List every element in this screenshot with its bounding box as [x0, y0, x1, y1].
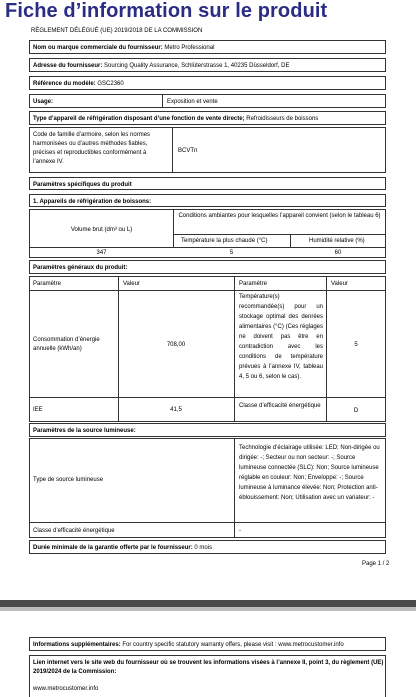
supplier-address-value: Sourcing Quality Assurance, Schlüterstrasse 1, 40235 Düsseldorf, DE — [104, 63, 290, 69]
general-params-table — [29, 276, 386, 422]
light-source-heading: Paramètres de la source lumineuse: — [33, 428, 136, 434]
iee-value: 41,5 — [170, 407, 182, 413]
light-source-heading-row — [29, 423, 386, 437]
page-number: Page 1 / 2 — [362, 561, 390, 567]
light-type-value: Technologie d’éclairage utilisée: LED; Non-dirigée ou dirigée: -; Secteur ou non secteur: -; Source lumineuse connectée (SLC): Non; Source lumineuse réglable en couleur: Non; Enveloppe: -; Source lumineuse à luminance élevée: Non; Protection anti-éblouissement: Non; Utilisation avec un variateur: - — [239, 445, 380, 501]
appliance-type-row — [29, 111, 386, 125]
supplier-name-label: Nom ou marque commerciale du fournisseur: — [33, 45, 163, 51]
col-value-header: Valeur — [123, 281, 140, 287]
page-separator — [0, 600, 416, 607]
supplier-address-label: Adresse du fournisseur: — [33, 63, 103, 69]
light-type-label: Type de source lumineuse — [33, 477, 104, 483]
supplier-link-label: Lien internet vers le site web du fournisseur où se trouvent les informations visées à l’annexe II, point 3, du règlement (UE) 2019/2024 de la Commission: — [33, 660, 384, 675]
col-param2-header: Paramètre — [239, 281, 268, 287]
regulation-subtitle: RÈGLEMENT DÉLÉGUÉ (UE) 2019/2018 DE LA COMMISSION — [31, 28, 203, 34]
extra-info-row — [29, 637, 386, 651]
supplier-link-row — [29, 655, 386, 697]
usage-row — [29, 94, 386, 108]
general-params-heading-row — [29, 260, 386, 274]
warranty-value: 0 mois — [194, 545, 213, 551]
page-separator-shadow — [0, 607, 416, 611]
extra-info-label: Informations supplémentaires: — [33, 642, 121, 648]
light-class-label: Classe d’efficacité énergétique — [33, 528, 115, 534]
temp-recommendation-value: 5 — [354, 342, 358, 348]
supplier-address-row — [29, 58, 386, 72]
volume-value: 347 — [96, 250, 107, 256]
page-title: Fiche d’information sur le produit — [5, 0, 328, 22]
energy-value: 708,00 — [166, 342, 186, 348]
col-value2-header: Valeur — [331, 281, 348, 287]
supplier-name-value: Metro Professional — [164, 45, 215, 51]
temp-header: Température la plus chaude (°C) — [181, 238, 268, 244]
energy-class-label: Classe d’efficacité énergétique — [239, 403, 321, 409]
family-code-value: BCVTn — [178, 148, 198, 154]
model-label: Référence du modèle: — [33, 81, 96, 87]
beverage-heading-row — [29, 194, 386, 207]
specific-params-heading: Paramètres spécifiques du produit — [33, 182, 132, 188]
appliance-type-value: Refroidisseurs de boissons — [246, 116, 319, 122]
col-param-header: Paramètre — [33, 281, 62, 287]
appliance-type-label: Type d’appareil de réfrigération disposant d’une fonction de vente directe; — [33, 116, 245, 122]
supplier-name-row — [29, 40, 386, 54]
warranty-row — [29, 540, 386, 554]
family-code-row — [29, 127, 386, 173]
light-source-table — [29, 438, 386, 538]
usage-value: Exposition et vente — [167, 99, 218, 105]
conditions-table — [29, 209, 386, 258]
model-value: GSC2360 — [97, 81, 124, 87]
humidity-value: 60 — [334, 250, 342, 256]
energy-class-value: D — [353, 408, 359, 414]
iee-label: IEE — [33, 407, 43, 413]
warranty-label: Durée minimale de la garantie offerte par le fournisseur: — [33, 545, 193, 551]
light-class-value: - — [239, 528, 241, 534]
volume-header: Volume brut (dm³ ou L) — [70, 227, 133, 233]
energy-label: Consommation d’énergie annuelle (kWh/an) — [33, 337, 100, 352]
temp-recommendation-label: Température(s) recommandée(s) pour un stockage optimal des denrées alimentaires (°C) (Ces réglages ne doivent pas être en contradiction avec les conditions de température prévues à l’annexe IV, tableau 4, 5 ou 6, selon le cas). — [239, 294, 323, 380]
beverage-sub-heading: 1. Appareils de réfrigération de boissons: — [33, 199, 152, 205]
general-params-heading: Paramètres généraux du produit: — [33, 265, 128, 271]
humidity-header: Humidité relative (%) — [309, 238, 365, 244]
family-code-label: Code de famille d’armoire, selon les normes harmonisées ou d’autres méthodes fiables, précises et reproductibles conformément à l’annexe IV. — [33, 132, 151, 165]
extra-info-value: For country specific statutory warranty offers, please visit : www.metrocustomer.info — [122, 642, 344, 648]
temp-value: 5 — [229, 250, 234, 256]
supplier-link-value[interactable]: www.metrocustomer.info — [33, 686, 99, 692]
model-row — [29, 76, 386, 90]
specific-params-heading-row — [29, 177, 386, 190]
conditions-header: Conditions ambiantes pour lesquelles l’appareil convient (selon le tableau 6) — [178, 213, 381, 219]
usage-label: Usage: — [33, 99, 54, 105]
